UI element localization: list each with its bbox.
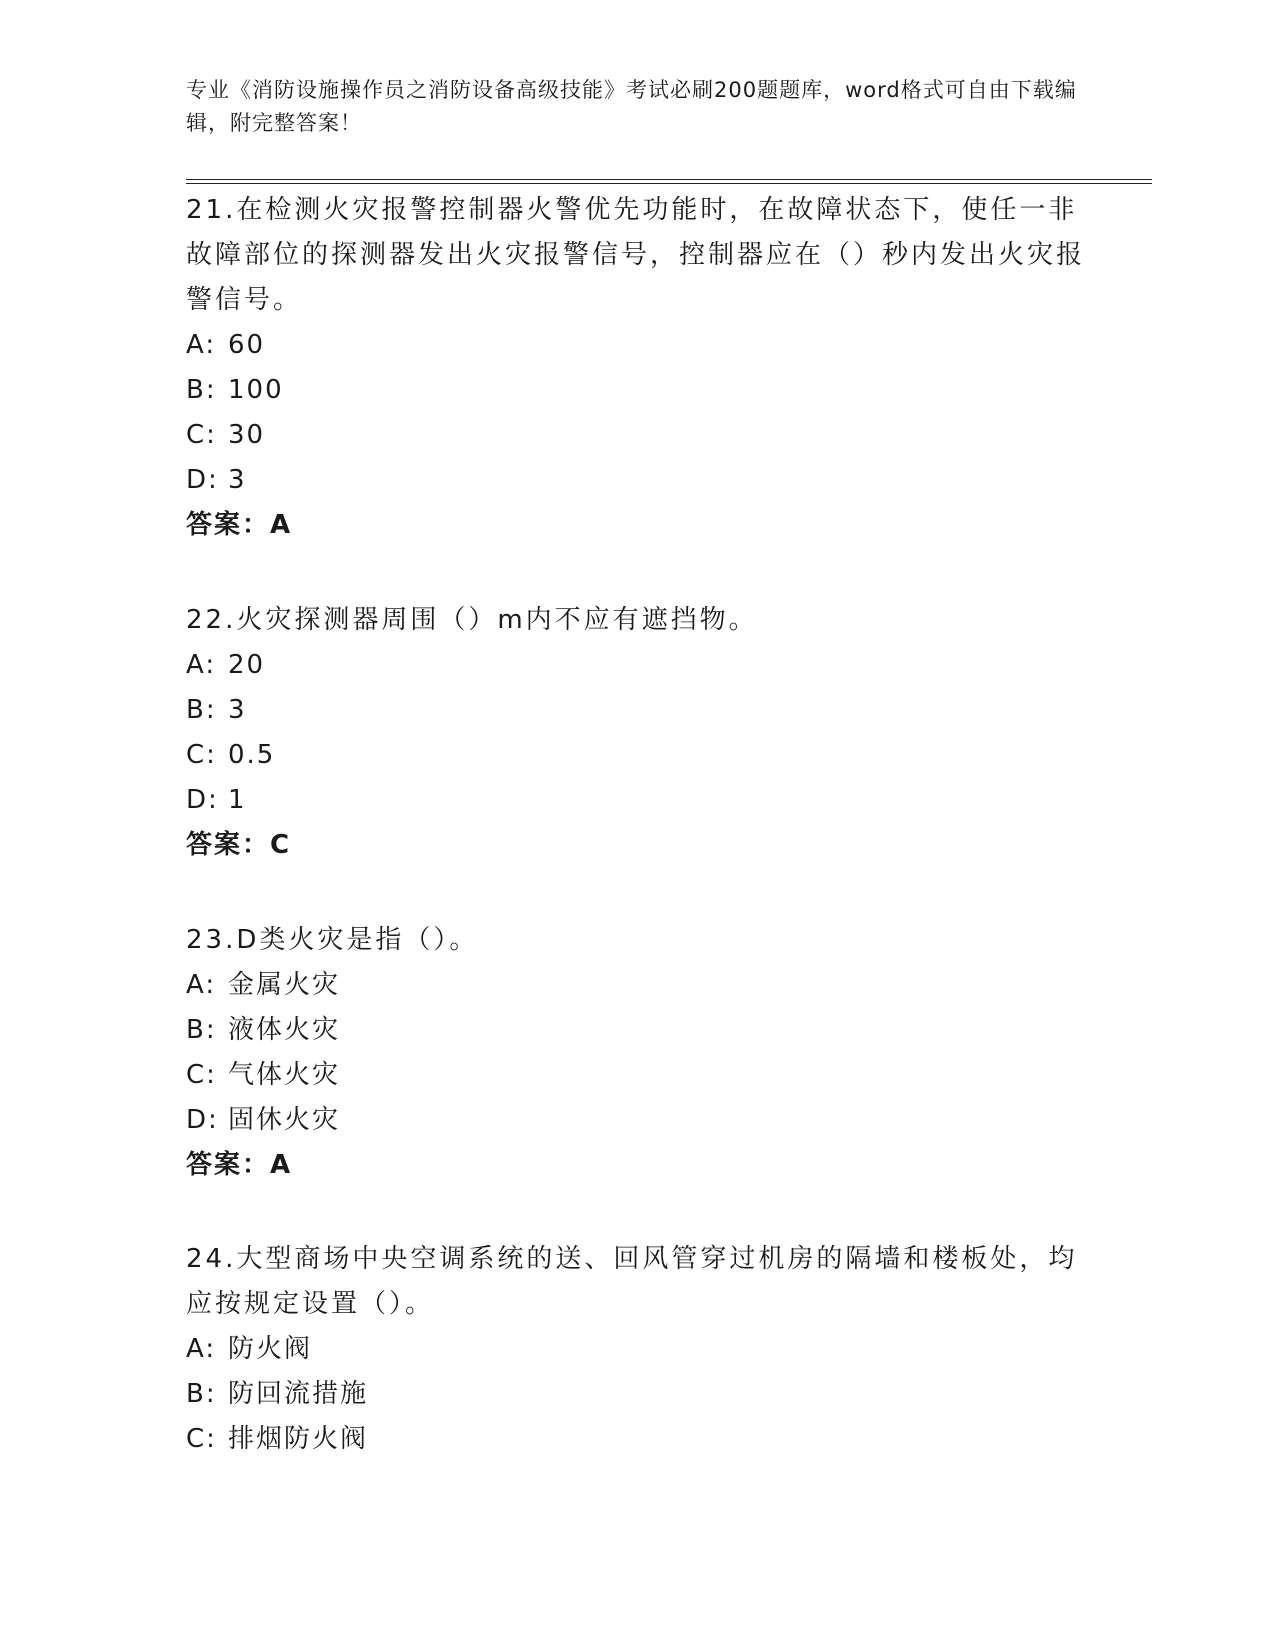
option-c bbox=[186, 413, 1086, 458]
option-letter: D: bbox=[186, 1105, 219, 1135]
option-a bbox=[186, 1327, 1086, 1372]
option-text: 3 bbox=[228, 465, 247, 495]
option-a bbox=[186, 323, 1086, 368]
option-c bbox=[186, 1417, 1086, 1462]
option-letter: C: bbox=[186, 1060, 217, 1090]
option-letter: C: bbox=[186, 420, 217, 450]
option-letter: A: bbox=[186, 650, 217, 680]
question-22 bbox=[186, 598, 1086, 868]
question-24 bbox=[186, 1237, 1086, 1462]
document-header: 专业《消防设施操作员之消防设备高级技能》考试必刷200题题库，word格式可自由下载编辑，附完整答案！ bbox=[186, 78, 1077, 135]
option-letter: B: bbox=[186, 375, 217, 405]
option-text: 30 bbox=[228, 420, 266, 450]
option-letter: B: bbox=[186, 1015, 217, 1045]
option-text: 金属火灾 bbox=[228, 970, 341, 1000]
question-stem: 24.大型商场中央空调系统的送、回风管穿过机房的隔墙和楼板处，均应按规定设置（）。 bbox=[186, 1244, 1078, 1319]
option-d bbox=[186, 778, 1086, 823]
option-text: 液体火灾 bbox=[228, 1015, 341, 1045]
option-letter: C: bbox=[186, 740, 217, 770]
question-stem: 22.火灾探测器周围（）m内不应有遮挡物。 bbox=[186, 605, 758, 635]
option-a bbox=[186, 643, 1086, 688]
option-letter: C: bbox=[186, 1424, 217, 1454]
option-b bbox=[186, 688, 1086, 733]
answer-line: 答案：A bbox=[186, 1150, 293, 1180]
option-c bbox=[186, 733, 1086, 778]
header-divider-bottom bbox=[186, 183, 1152, 184]
option-text: 100 bbox=[228, 375, 284, 405]
question-23 bbox=[186, 918, 1086, 1188]
option-letter: D: bbox=[186, 465, 219, 495]
option-text: 60 bbox=[228, 330, 266, 360]
option-text: 防回流措施 bbox=[228, 1379, 369, 1409]
question-stem: 23.D类火灾是指（）。 bbox=[186, 925, 479, 955]
option-text: 防火阀 bbox=[228, 1334, 313, 1364]
option-letter: B: bbox=[186, 695, 217, 725]
option-b bbox=[186, 1008, 1086, 1053]
option-b bbox=[186, 368, 1086, 413]
option-d bbox=[186, 1098, 1086, 1143]
option-a bbox=[186, 963, 1086, 1008]
option-letter: B: bbox=[186, 1379, 217, 1409]
option-text: 排烟防火阀 bbox=[228, 1424, 369, 1454]
question-stem: 21.在检测火灾报警控制器火警优先功能时，在故障状态下，使任一非故障部位的探测器发出火灾报警信号，控制器应在（）秒内发出火灾报警信号。 bbox=[186, 195, 1086, 315]
option-letter: A: bbox=[186, 330, 217, 360]
option-letter: A: bbox=[186, 970, 217, 1000]
header-divider-top bbox=[186, 179, 1152, 180]
option-b bbox=[186, 1372, 1086, 1417]
answer-line: 答案：C bbox=[186, 830, 292, 860]
option-d bbox=[186, 458, 1086, 503]
option-text: 固休火灾 bbox=[228, 1105, 341, 1135]
option-text: 3 bbox=[228, 695, 247, 725]
option-text: 20 bbox=[228, 650, 266, 680]
question-21 bbox=[186, 188, 1086, 548]
answer-line: 答案：A bbox=[186, 510, 293, 540]
option-letter: D: bbox=[186, 785, 219, 815]
option-text: 1 bbox=[228, 785, 247, 815]
option-text: 气体火灾 bbox=[228, 1060, 341, 1090]
option-c bbox=[186, 1053, 1086, 1098]
option-letter: A: bbox=[186, 1334, 217, 1364]
option-text: 0.5 bbox=[228, 740, 276, 770]
